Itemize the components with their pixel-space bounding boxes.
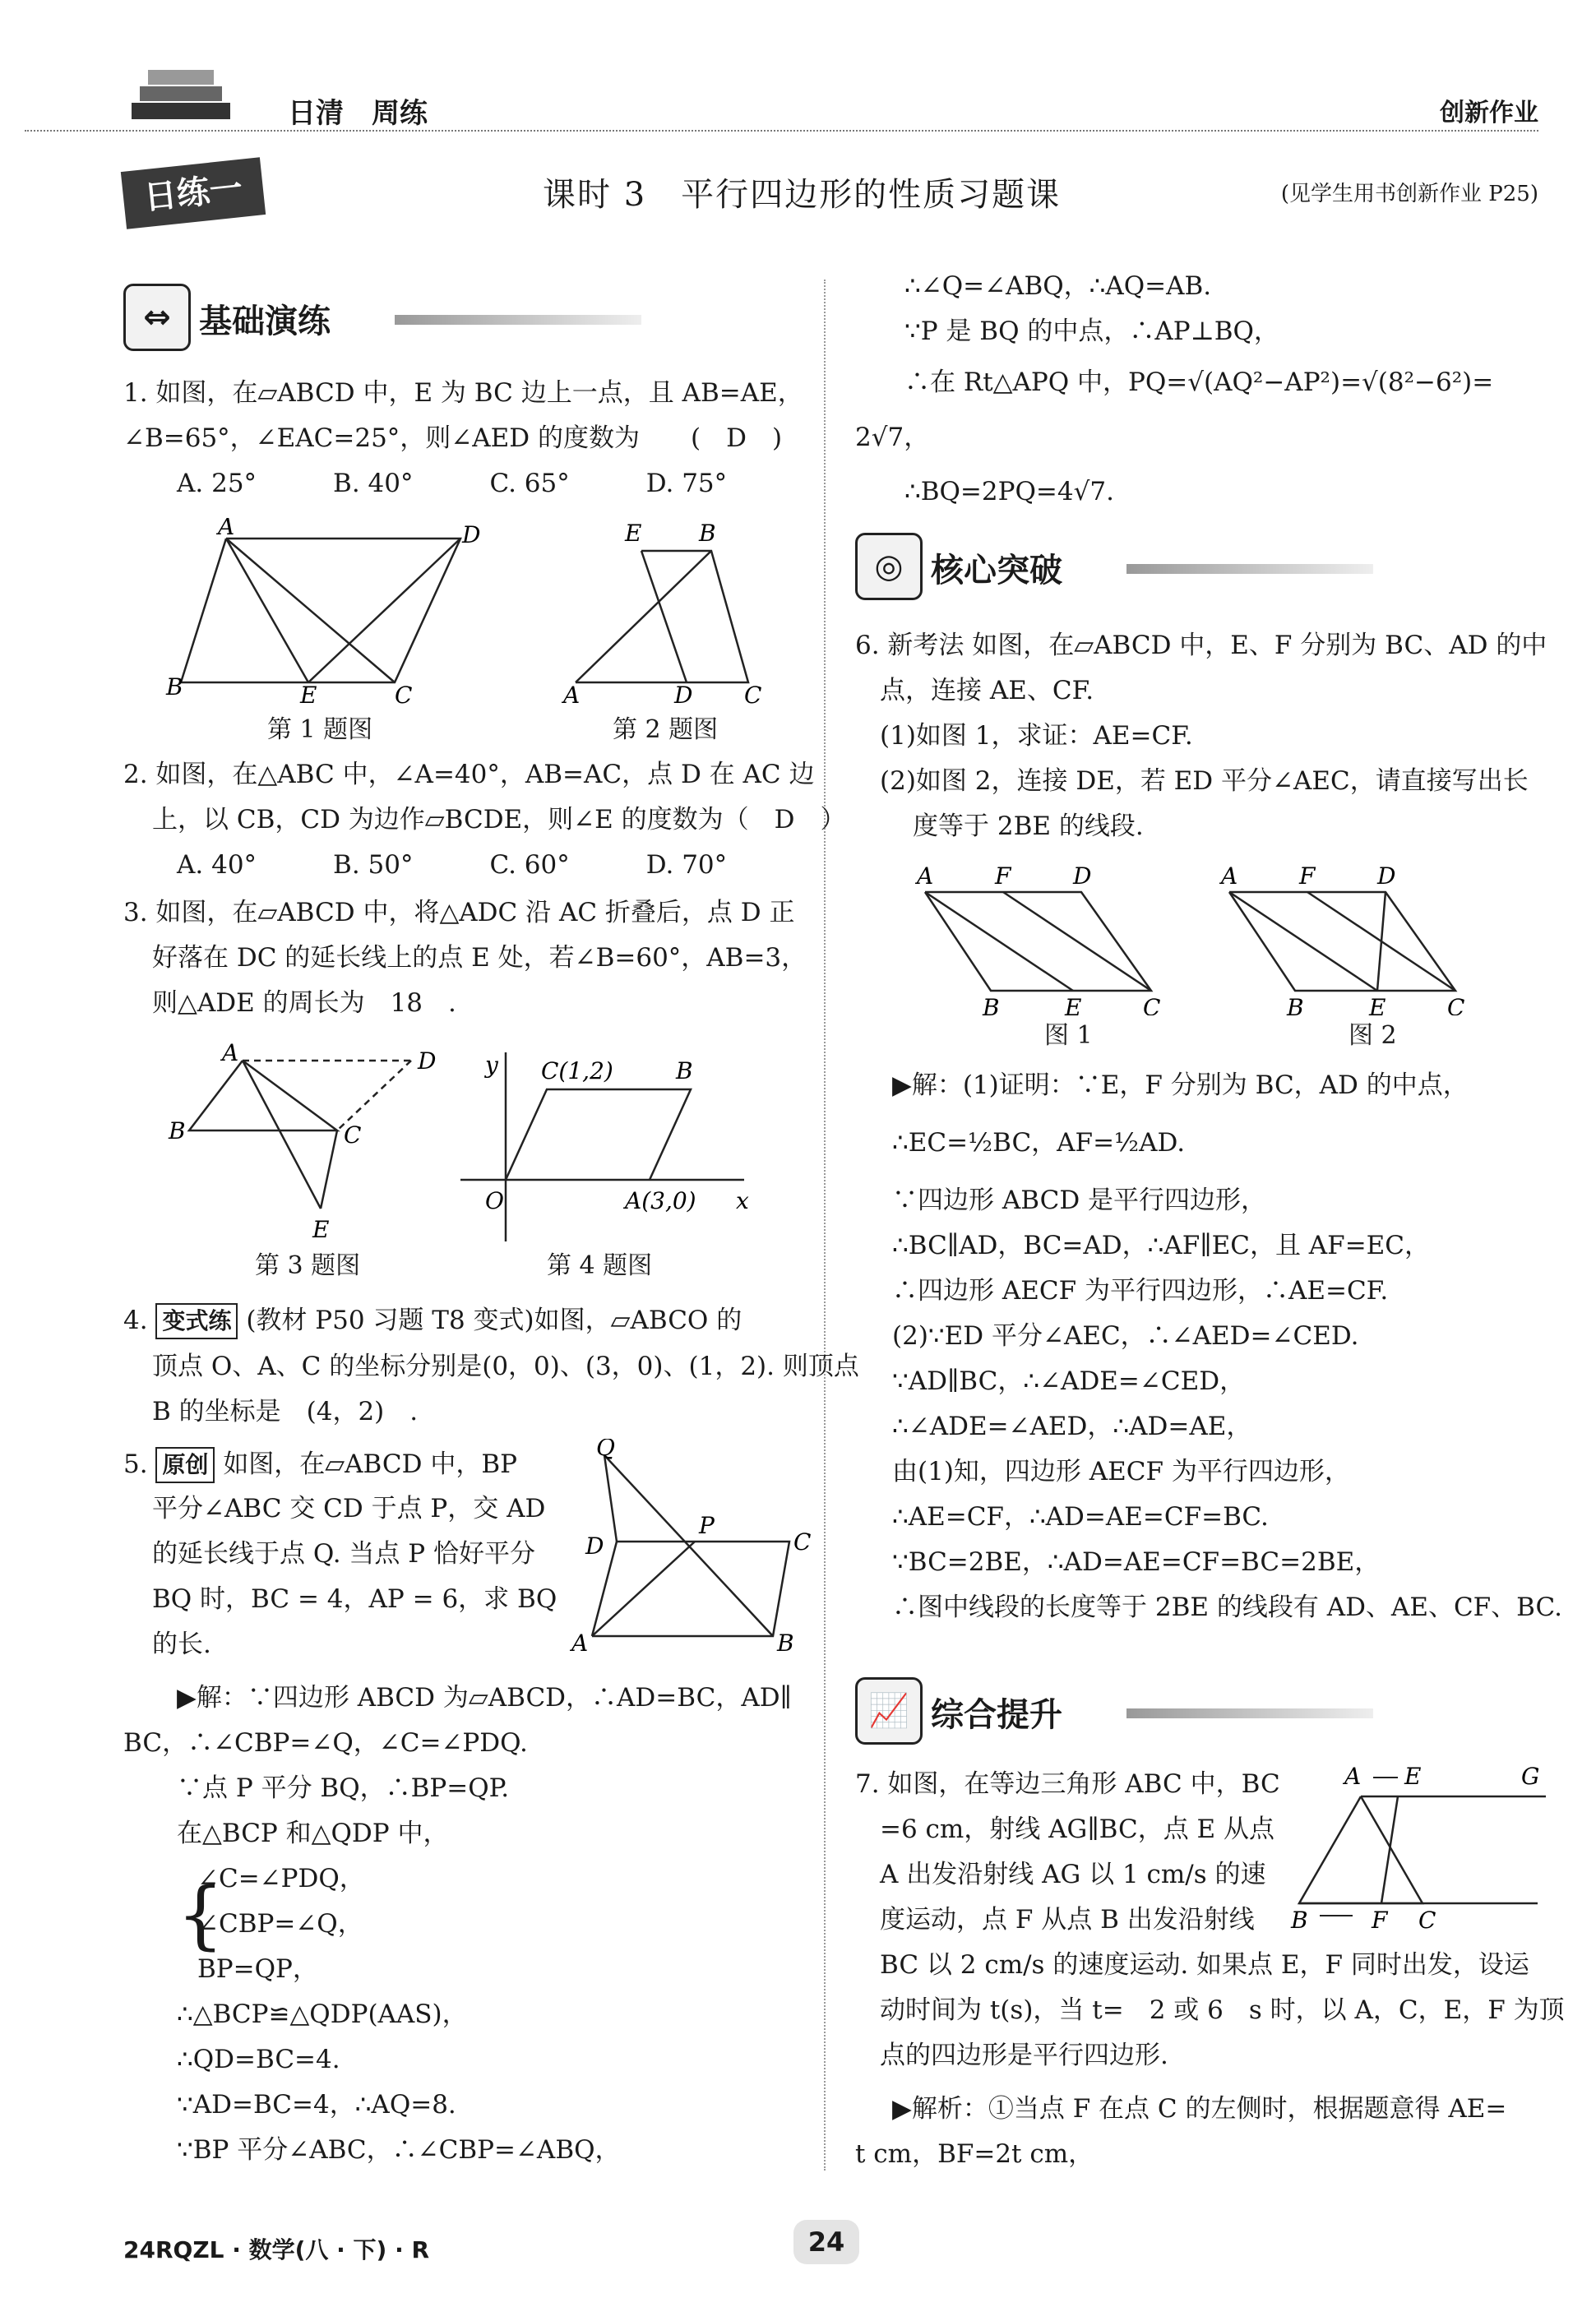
svg-text:B: B bbox=[1291, 1907, 1308, 1932]
svg-text:y: y bbox=[485, 1052, 498, 1079]
q7-line9: t cm，BF=2t cm， bbox=[855, 2139, 1094, 2169]
book-stack-icon bbox=[123, 58, 238, 123]
figure-q3 bbox=[164, 1036, 460, 1258]
q4-text: (教材 P50 习题 T8 变式)如图，▱ABCO 的 bbox=[246, 1306, 742, 1335]
q7-line7: 点的四边形是平行四边形. bbox=[880, 2041, 1168, 2070]
figure-q6-2 bbox=[1209, 859, 1488, 1015]
section-core-label: 核心突破 bbox=[931, 552, 1062, 589]
svg-text:E: E bbox=[1404, 1763, 1422, 1790]
sol5-line4: 在△BCP 和△QDP 中， bbox=[177, 1819, 449, 1848]
brace: { bbox=[177, 1872, 224, 1958]
sol5-line6: ∠CBP=∠Q， bbox=[197, 1909, 363, 1939]
caption-fig4: 第 4 题图 bbox=[547, 1251, 653, 1280]
svg-text:A: A bbox=[1221, 862, 1238, 890]
svg-text:F: F bbox=[995, 862, 1011, 890]
svg-text:E: E bbox=[1065, 994, 1082, 1015]
q6-line2: 点，连接 AE、CF. bbox=[880, 676, 1094, 705]
svg-text:B: B bbox=[166, 673, 183, 700]
q5-line4: BQ 时，BC = 4，AP = 6，求 BQ bbox=[152, 1584, 557, 1614]
arrows-icon: ⇔ bbox=[123, 284, 191, 351]
sol5-line10: ∵AD=BC=4，∴AQ=8. bbox=[177, 2090, 456, 2120]
sol6-line9: 由(1)知，四边形 AECF 为平行四边形， bbox=[892, 1457, 1350, 1486]
sol6-line2: ∴EC=½BC，AF=½AD. bbox=[892, 1128, 1186, 1158]
sol5-line3: ∵点 P 平分 BQ，∴BP=QP. bbox=[177, 1773, 510, 1803]
svg-text:C: C bbox=[1418, 1907, 1436, 1932]
sol6-line12: ∴图中线段的长度等于 2BE 的线段有 AD、AE、CF、BC. bbox=[892, 1593, 1563, 1622]
svg-text:C: C bbox=[1143, 994, 1161, 1015]
sol5-line9: ∴QD=BC=4. bbox=[177, 2045, 340, 2074]
q4-line3: B 的坐标是 (4，2) . bbox=[152, 1397, 419, 1426]
q7-line2: =6 cm，射线 AG∥BC，点 E 从点 bbox=[880, 1815, 1275, 1844]
svg-text:A: A bbox=[1344, 1763, 1362, 1790]
svg-text:O: O bbox=[485, 1187, 504, 1214]
q1-line2: ∠B=65°，∠EAC=25°，则∠AED 的度数为 ( D ) bbox=[123, 423, 783, 453]
q5-line1: 5. 原创 如图，在▱ABCD 中，BP bbox=[123, 1447, 517, 1483]
lesson-reference: (见学生用书创新作业 P25) bbox=[1280, 182, 1538, 206]
q5-line2: 平分∠ABC 交 CD 于点 P，交 AD bbox=[152, 1494, 546, 1523]
figure-q7 bbox=[1283, 1759, 1554, 1932]
svg-text:A: A bbox=[222, 1039, 239, 1066]
section-basic-label: 基础演练 bbox=[199, 303, 331, 340]
caption-fig2: 第 2 题图 bbox=[613, 715, 719, 744]
section-basic bbox=[123, 284, 650, 348]
sol6-line3: ∵四边形 ABCD 是平行四边形， bbox=[892, 1186, 1267, 1215]
svg-text:B: B bbox=[699, 520, 716, 547]
svg-text:C: C bbox=[793, 1528, 812, 1556]
q7-line6: 动时间为 t(s)，当 t= 2 或 6 s 时，以 A，C，E，F 为顶 bbox=[880, 1995, 1565, 2025]
q5-line3: 的延长线于点 Q. 当点 P 恰好平分 bbox=[152, 1539, 535, 1569]
q6-line4: (2)如图 2，连接 DE，若 ED 平分∠AEC，请直接写出长 bbox=[880, 766, 1529, 796]
figure-q1 bbox=[164, 518, 493, 707]
q7-line3: A 出发沿射线 AG 以 1 cm/s 的速 bbox=[880, 1860, 1266, 1889]
footer-code: 24RQZL · 数学(八 · 下) · R bbox=[123, 2236, 430, 2263]
svg-text:B: B bbox=[983, 994, 1000, 1015]
section-comp bbox=[855, 1677, 1381, 1741]
q4-tag: 变式练 bbox=[155, 1303, 238, 1339]
sol5-cont4: 2√7， bbox=[855, 423, 930, 452]
sol5-line5: ∠C=∠PDQ， bbox=[197, 1864, 365, 1893]
q3-line3: 则△ADE 的周长为 18 . bbox=[152, 988, 456, 1018]
caption-g1: 图 1 bbox=[1044, 1021, 1093, 1050]
svg-text:D: D bbox=[585, 1533, 604, 1560]
figure-q5 bbox=[567, 1439, 814, 1653]
caption-fig1: 第 1 题图 bbox=[267, 715, 373, 744]
svg-text:D: D bbox=[674, 682, 693, 707]
q2-choices: A. 40° B. 50° C. 60° D. 70° bbox=[177, 850, 728, 880]
svg-text:Q: Q bbox=[596, 1439, 615, 1461]
header-title: 日清 周练 bbox=[288, 97, 428, 130]
q6-line5: 度等于 2BE 的线段. bbox=[913, 811, 1144, 841]
figure-q4 bbox=[444, 1036, 756, 1258]
svg-text:E: E bbox=[312, 1216, 330, 1243]
figure-q6-1 bbox=[904, 859, 1184, 1015]
svg-text:x: x bbox=[736, 1187, 749, 1214]
svg-text:C(1,2): C(1,2) bbox=[541, 1057, 613, 1084]
q5-line5: 的长. bbox=[152, 1630, 211, 1659]
svg-text:G: G bbox=[1521, 1763, 1540, 1790]
q4-line2: 顶点 O、A、C 的坐标分别是(0，0)、(3，0)、(1，2). 则顶点 bbox=[152, 1352, 859, 1381]
header-divider bbox=[25, 130, 1538, 132]
sol6-line11: ∵BC=2BE，∴AD=AE=CF=BC=2BE， bbox=[892, 1547, 1381, 1577]
sol5-cont5: ∴BQ=2PQ=4√7. bbox=[904, 477, 1114, 506]
q5-tag: 原创 bbox=[155, 1447, 215, 1483]
section-core bbox=[855, 533, 1381, 597]
q5-text: 如图，在▱ABCD 中，BP bbox=[223, 1449, 517, 1479]
q6-line1: 6. 新考法 如图，在▱ABCD 中，E、F 分别为 BC、AD 的中 bbox=[855, 631, 1547, 660]
sol5-line11: ∵BP 平分∠ABC，∴∠CBP=∠ABQ， bbox=[177, 2135, 621, 2165]
sol6-line4: ∴BC∥AD，BC=AD，∴AF∥EC，且 AF=EC， bbox=[892, 1231, 1431, 1260]
day-badge: 日练一 bbox=[121, 157, 266, 229]
q7-line5: BC 以 2 cm/s 的速度运动. 如果点 E，F 同时出发，设运 bbox=[880, 1950, 1529, 1980]
caption-g2: 图 2 bbox=[1349, 1021, 1397, 1050]
svg-text:A: A bbox=[917, 862, 934, 890]
sol6-line6: (2)∵ED 平分∠AEC，∴∠AED=∠CED. bbox=[892, 1321, 1359, 1351]
bar-chart-icon: 📈 bbox=[855, 1677, 923, 1745]
sol5-cont3: ∴在 Rt△APQ 中，PQ=√(AQ²−AP²)=√(8²−6²)= bbox=[904, 368, 1494, 397]
svg-text:C: C bbox=[1447, 994, 1465, 1015]
q7-line1: 7. 如图，在等边三角形 ABC 中，BC bbox=[855, 1769, 1280, 1799]
svg-text:D: D bbox=[462, 521, 481, 548]
sol6-line10: ∴AE=CF，∴AD=AE=CF=BC. bbox=[892, 1502, 1269, 1532]
svg-text:A(3,0): A(3,0) bbox=[625, 1187, 696, 1214]
q7-line4: 度运动，点 F 从点 B 出发沿射线 bbox=[880, 1905, 1255, 1935]
q1-line1: 1. 如图，在▱ABCD 中，E 为 BC 边上一点，且 AB=AE， bbox=[123, 378, 803, 408]
svg-text:D: D bbox=[1377, 862, 1396, 890]
svg-text:A: A bbox=[563, 682, 581, 707]
svg-text:B: B bbox=[777, 1630, 794, 1653]
sol5-line8: ∴△BCP≌△QDP(AAS)， bbox=[177, 2000, 468, 2029]
caption-fig3: 第 3 题图 bbox=[255, 1251, 361, 1280]
q3-line1: 3. 如图，在▱ABCD 中，将△ADC 沿 AC 折叠后，点 D 正 bbox=[123, 898, 795, 927]
page-number: 24 bbox=[793, 2220, 859, 2264]
svg-text:A: A bbox=[218, 518, 235, 540]
sol5-line7: BP=QP， bbox=[197, 1954, 318, 1984]
svg-text:F: F bbox=[1372, 1907, 1388, 1932]
svg-text:B: B bbox=[676, 1057, 693, 1084]
q2-line1: 2. 如图，在△ABC 中，∠A=40°，AB=AC，点 D 在 AC 边 bbox=[123, 760, 815, 789]
svg-text:D: D bbox=[1073, 862, 1092, 890]
svg-text:C: C bbox=[395, 682, 413, 707]
sol6-line7: ∵AD∥BC，∴∠ADE=∠CED， bbox=[892, 1366, 1246, 1396]
svg-text:E: E bbox=[625, 520, 642, 547]
q7-line8: ▶解析：①当点 F 在点 C 的左侧时，根据题意得 AE= bbox=[892, 2094, 1507, 2124]
q4-line1: 4. 变式练 (教材 P50 习题 T8 变式)如图，▱ABCO 的 bbox=[123, 1303, 742, 1339]
sol5-line1: ▶解：∵四边形 ABCD 为▱ABCD，∴AD=BC，AD∥ bbox=[177, 1683, 792, 1713]
svg-text:F: F bbox=[1299, 862, 1316, 890]
svg-text:A: A bbox=[571, 1630, 589, 1653]
q3-line2: 好落在 DC 的延长线上的点 E 处，若∠B=60°，AB=3， bbox=[152, 943, 807, 973]
svg-text:B: B bbox=[1287, 994, 1304, 1015]
svg-text:E: E bbox=[1369, 994, 1386, 1015]
q1-choices: A. 25° B. 40° C. 65° D. 75° bbox=[177, 469, 728, 498]
lesson-title: 课时 3 平行四边形的性质习题课 bbox=[543, 176, 1062, 214]
svg-text:C: C bbox=[344, 1121, 362, 1149]
q2-line2: 上，以 CB，CD 为边作▱BCDE，则∠E 的度数为（ D ） bbox=[152, 805, 846, 834]
svg-text:D: D bbox=[418, 1047, 437, 1075]
column-divider bbox=[824, 280, 826, 2171]
target-icon: ◎ bbox=[855, 533, 923, 600]
svg-text:P: P bbox=[699, 1512, 715, 1539]
sol5-line2: BC，∴∠CBP=∠Q，∠C=∠PDQ. bbox=[123, 1728, 528, 1758]
section-comp-label: 综合提升 bbox=[931, 1696, 1062, 1734]
sol5-cont2: ∵P 是 BQ 的中点，∴AP⊥BQ， bbox=[904, 317, 1279, 346]
sol6-line5: ∴四边形 AECF 为平行四边形，∴AE=CF. bbox=[892, 1276, 1389, 1306]
sol5-cont1: ∴∠Q=∠ABQ，∴AQ=AB. bbox=[904, 271, 1212, 301]
figure-q2 bbox=[559, 518, 773, 707]
sol6-line1: ▶解：(1)证明：∵E，F 分别为 BC，AD 的中点， bbox=[892, 1070, 1469, 1100]
sol6-line8: ∴∠ADE=∠AED，∴AD=AE， bbox=[892, 1412, 1252, 1441]
svg-text:B: B bbox=[169, 1117, 186, 1144]
svg-text:E: E bbox=[300, 682, 317, 707]
header-right-title: 创新作业 bbox=[1440, 99, 1538, 127]
q6-line3: (1)如图 1，求证：AE=CF. bbox=[880, 721, 1193, 751]
svg-text:C: C bbox=[744, 682, 762, 707]
